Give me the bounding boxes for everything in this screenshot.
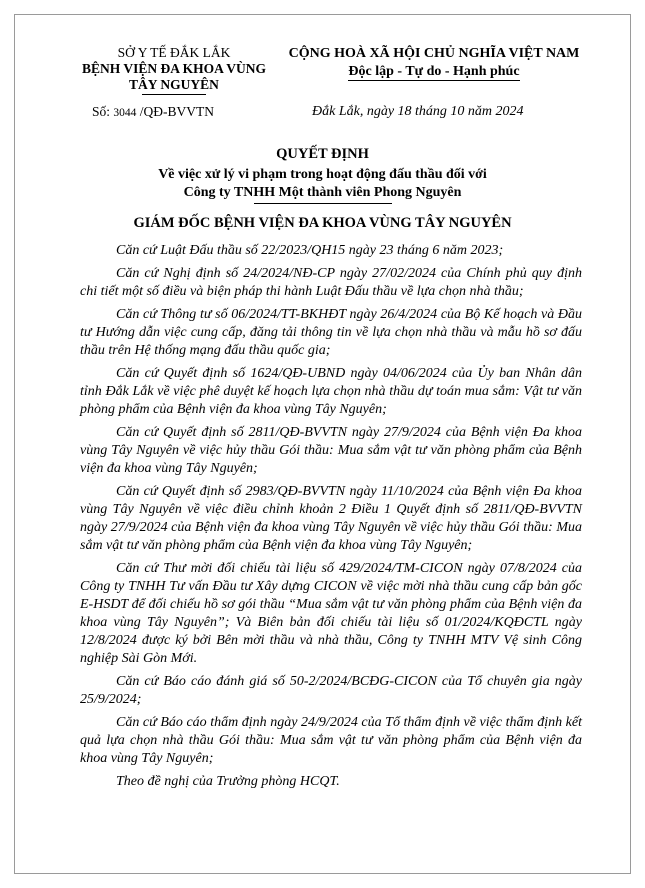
basis-paragraph: Căn cứ Báo cáo thẩm định ngày 24/9/2024 của Tổ thẩm định về việc thẩm định kết quả lựa chọn nhà thầu Gói thầu: Mua sắm vật tư văn phòng phẩm của Bệnh viện đa khoa vùng Tây Nguyên; <box>80 715 582 766</box>
basis-paragraph: Căn cứ Báo cáo đánh giá số 50-2/2024/BCĐG-CICON của Tổ chuyên gia ngày 25/9/2024; <box>80 674 582 707</box>
doc-number-prefix: Số: <box>92 104 114 119</box>
document-number <box>92 104 214 120</box>
national-heading <box>278 45 590 81</box>
basis-paragraph: Căn cứ Quyết định số 1624/QĐ-UBND ngày 04/06/2024 của Ủy ban Nhân dân tỉnh Đắk Lắk về việc phê duyệt kế hoạch lựa chọn nhà thầu dự toán mua sắm: Vật tư văn phòng phẩm của Bệnh viện đa khoa vùng Tây Nguyên; <box>80 366 582 417</box>
doc-number-suffix: /QĐ-BVVTN <box>136 104 215 119</box>
department-name: SỞ Y TẾ ĐẮK LẮK <box>117 45 231 60</box>
hospital-name-line1: BỆNH VIỆN ĐA KHOA VÙNG <box>81 61 267 76</box>
basis-paragraph: Theo đề nghị của Trưởng phòng HCQT. <box>116 774 340 789</box>
basis-paragraph: Căn cứ Thông tư số 06/2024/TT-BKHĐT ngày 26/4/2024 của Bộ Kế hoạch và Đầu tư Hướng dẫn việc cung cấp, đăng tải thông tin về lựa chọn nhà thầu và mẫu hồ sơ đấu thầu trên Hệ thống mạng đấu thầu quốc gia; <box>80 307 582 358</box>
basis-paragraph: Căn cứ Nghị định số 24/2024/NĐ-CP ngày 27/02/2024 của Chính phủ quy định chi tiết một số điều và biện pháp thi hành Luật Đấu thầu về lựa chọn nhà thầu; <box>80 266 582 299</box>
document-subject <box>0 166 645 204</box>
hospital-name-line2: TÂY NGUYÊN <box>129 77 219 92</box>
subject-underline <box>254 203 392 204</box>
subject-line1: Về việc xử lý vi phạm trong hoạt động đấu thầu đối với <box>158 167 487 182</box>
basis-paragraph: Căn cứ Quyết định số 2811/QĐ-BVVTN ngày 27/9/2024 của Bệnh viện Đa khoa vùng Tây Nguyên về việc hủy thầu Gói thầu: Mua sắm vật tư văn phòng phẩm của Bệnh viện đa khoa vùng Tây Nguyên; <box>80 425 582 476</box>
doc-number-value: 3044 <box>113 107 137 119</box>
republic-name: CỘNG HOÀ XÃ HỘI CHỦ NGHĨA VIỆT NAM <box>288 46 580 61</box>
basis-paragraph: Căn cứ Luật Đấu thầu số 22/2023/QH15 ngày 23 tháng 6 năm 2023; <box>116 243 504 258</box>
place-and-date: Đắk Lắk, ngày 18 tháng 10 năm 2024 <box>312 104 524 119</box>
legal-basis <box>80 242 582 796</box>
basis-paragraph: Căn cứ Quyết định số 2983/QĐ-BVVTN ngày 11/10/2024 của Bệnh viện Đa khoa vùng Tây Nguyên về việc điều chỉnh khoản 2 Điều 1 Quyết định số 2811/QĐ-BVVTN ngày 27/9/2024 của Bệnh viện đa khoa vùng Tây Nguyên về việc hủy thầu Gói thầu: Mua sắm vật tư văn phòng phẩm của Bệnh viện đa khoa vùng Tây Nguyên; <box>80 484 582 553</box>
issuer-underline <box>142 94 206 95</box>
national-motto: Độc lập - Tự do - Hạnh phúc <box>348 64 520 79</box>
subject-line2: Công ty TNHH Một thành viên Phong Nguyên <box>183 185 462 200</box>
document-title: QUYẾT ĐỊNH <box>276 146 369 162</box>
issuing-authority: GIÁM ĐỐC BỆNH VIỆN ĐA KHOA VÙNG TÂY NGUYÊN <box>133 215 512 231</box>
issuer-block <box>74 45 274 95</box>
basis-paragraph: Căn cứ Thư mời đối chiếu tài liệu số 429/2024/TM-CICON ngày 07/8/2024 của Công ty TNHH Tư vấn Đầu tư Xây dựng CICON về việc mời nhà thầu cung cấp bản gốc E-HSDT để đối chiếu hồ sơ gói thầu “Mua sắm vật tư văn phòng phẩm của Bệnh viện đa khoa vùng Tây Nguyên”; Và Biên bản đối chiếu tài liệu số 01/2024/KQĐCTL ngày 12/8/2024 được ký bởi Bên mời thầu và nhà thầu, Công ty TNHH MTV Vệ sinh Công nghiệp Sài Gòn Mới. <box>80 561 582 666</box>
